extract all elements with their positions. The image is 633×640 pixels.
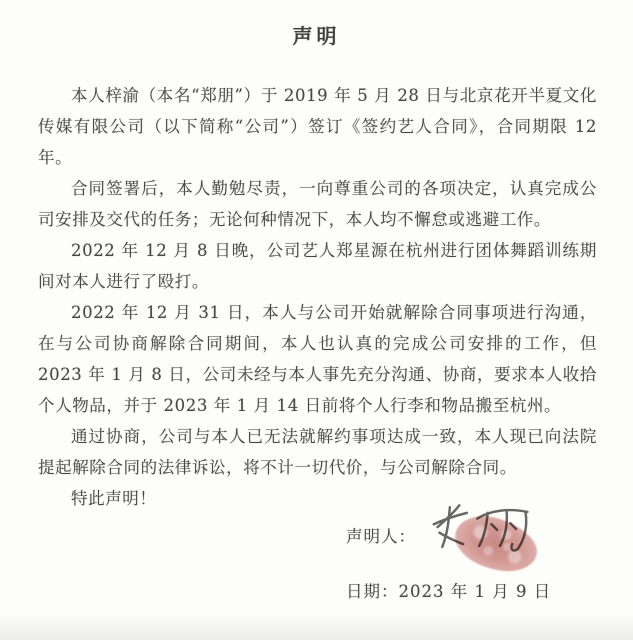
- date-label: 日期：: [346, 582, 399, 601]
- statement-body: [38, 80, 597, 514]
- page-title: 声明: [292, 24, 341, 48]
- statement-paragraph: 2022 年 12 月 31 日，本人与公司开始就解除合同事项进行沟通，在与公司协商解除合同期间，本人也认真的完成公司安排的工作，但 2023 年 1 月 8 日，公司未经与本人事先充分沟通、协商，要求本人收拾个人物品，并于 2023 年 1 月 14 日前将个人行李和物品搬至杭州。: [38, 303, 597, 415]
- signature: [430, 503, 560, 575]
- date-line: [346, 578, 551, 602]
- statement-paragraph: 合同签署后，本人勤勉尽责，一向尊重公司的各项决定，认真完成公司安排及交代的任务；无论何种情况下，本人均不懈怠或逃避工作。: [38, 179, 597, 229]
- statement-paragraph: 2022 年 12 月 8 日晚，公司艺人郑星源在杭州进行团体舞蹈训练期间对本人进行了殴打。: [38, 241, 597, 291]
- statement-paragraph: 通过协商，公司与本人已无法就解约事项达成一致，本人现已向法院提起解除合同的法律诉讼，将不计一切代价，与公司解除合同。: [38, 427, 597, 477]
- signer-label: 声明人：: [346, 527, 416, 546]
- statement-paragraph: 本人梓渝（本名“郑朋”）于 2019 年 5 月 28 日与北京花开半夏文化传媒有限公司（以下简称“公司”）签订《签约艺人合同》，合同期限 12 年。: [38, 86, 597, 167]
- statement-paragraph: 特此声明！: [71, 489, 157, 508]
- date-value: 2023 年 1 月 9 日: [398, 582, 552, 601]
- signature-block: [346, 517, 560, 575]
